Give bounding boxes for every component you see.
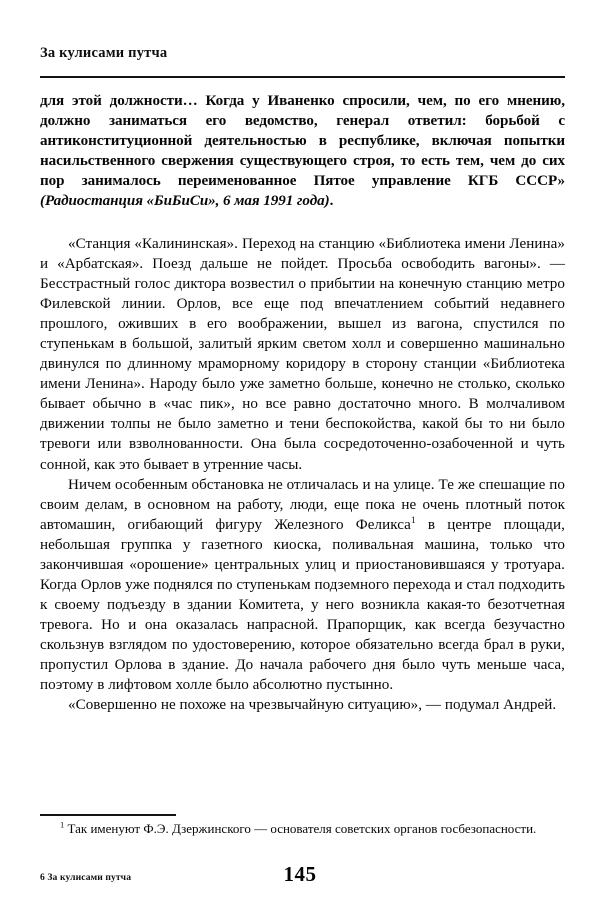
signature-mark: 6 За кулисами путча <box>40 872 132 883</box>
narrative-body <box>40 234 565 715</box>
footnote-reference-marker[interactable]: 1 <box>410 515 416 526</box>
narrative-paragraph-1-text: «Станция «Калининская». Переход на станцию «Библиотека имени Ленина» и «Арбатская». Поезд дальше не пойдет. Просьба освободить вагоны». — Бесстрастный голос диктора возвестил о прибытии на конечную станцию метро Филевской линии. Орлов, все еще под впечатлением событий недавнего прошлого, оживших в его воображении, вышел из вагона, спустился по ступенькам в большой, залитый ярким светом холл и совершенно машинально двинулся по длинному мраморному коридору в сторону станции «Библиотека имени Ленина». Народу было уже заметно больше, конечно не столько, сколько бывает обычно в «час пик», но все равно достаточно много. В молчаливом движении толпы не было заметно и тени беспокойства, какой бы то ни было тревоги или взволнованности. Она была сосредоточенно-озабоченной и чуть сонной, как это бывает в утренние часы. <box>40 236 565 473</box>
footnote-number: 1 <box>60 819 65 830</box>
footnote-separator-rule <box>40 814 176 816</box>
narrative-paragraph-2 <box>40 475 565 696</box>
page-number: 145 <box>283 862 317 886</box>
lead-paragraph-source-citation: (Радиостанция «БиБиСи», 6 мая 1991 года) <box>40 193 330 210</box>
narrative-paragraph-2-text-after-footnote: в центре площади, небольшая группка у газетного киоска, поливальная машина, только что закончившая «орошение» центральных улиц и приостановившаяся у тротуара. Когда Орлов уже поднялся по ступенькам подземного перехода и стал подходить к своему подъезду в здании Комитета, у него возникла какая-то безотчетная тревога. Но и она оказалась напрасной. Прапорщик, как всегда безучастно скользнув взглядом по удостоверению, которое обязательно всегда брал в руки, пропустил Орлова в здание. До начала рабочего дня было чуть меньше часа, поэтому в лифтовом холле было абсолютно пустынно. <box>40 516 565 694</box>
footnote <box>40 820 565 838</box>
running-head-title: За кулисами путча <box>40 45 168 61</box>
narrative-paragraph-1 <box>40 234 565 475</box>
narrative-paragraph-3-text: «Совершенно не похоже на чрезвычайную ситуацию», — подумал Андрей. <box>68 697 557 714</box>
running-head <box>40 44 565 62</box>
narrative-paragraph-3 <box>40 695 565 715</box>
narrative-paragraph-2-text-before-footnote: Ничем особенным обстановка не отличалась и на улице. Те же спешащие по своим делам, в основном на работу, люди, еще пока не очень плотный поток автомашин, огибающий фигуру Железного Феликса <box>40 476 565 533</box>
lead-paragraph-text: для этой должности… Когда у Иваненко спросили, чем, по его мнению, должно заниматься его ведомство, генерал ответил: борьбой с антиконституционной деятельностью в республике, включая попытки насильственного свержения существующего строя, то есть тем, чем до сих пор занималось переименованное Пятое управление КГБ СССР» <box>40 93 565 190</box>
footnote-text: Так именуют Ф.Э. Дзержинского — основателя советских органов госбезопасности. <box>64 821 537 836</box>
header-rule <box>40 76 565 78</box>
lead-paragraph-terminal-punctuation: . <box>329 193 334 210</box>
lead-paragraph <box>40 91 565 211</box>
